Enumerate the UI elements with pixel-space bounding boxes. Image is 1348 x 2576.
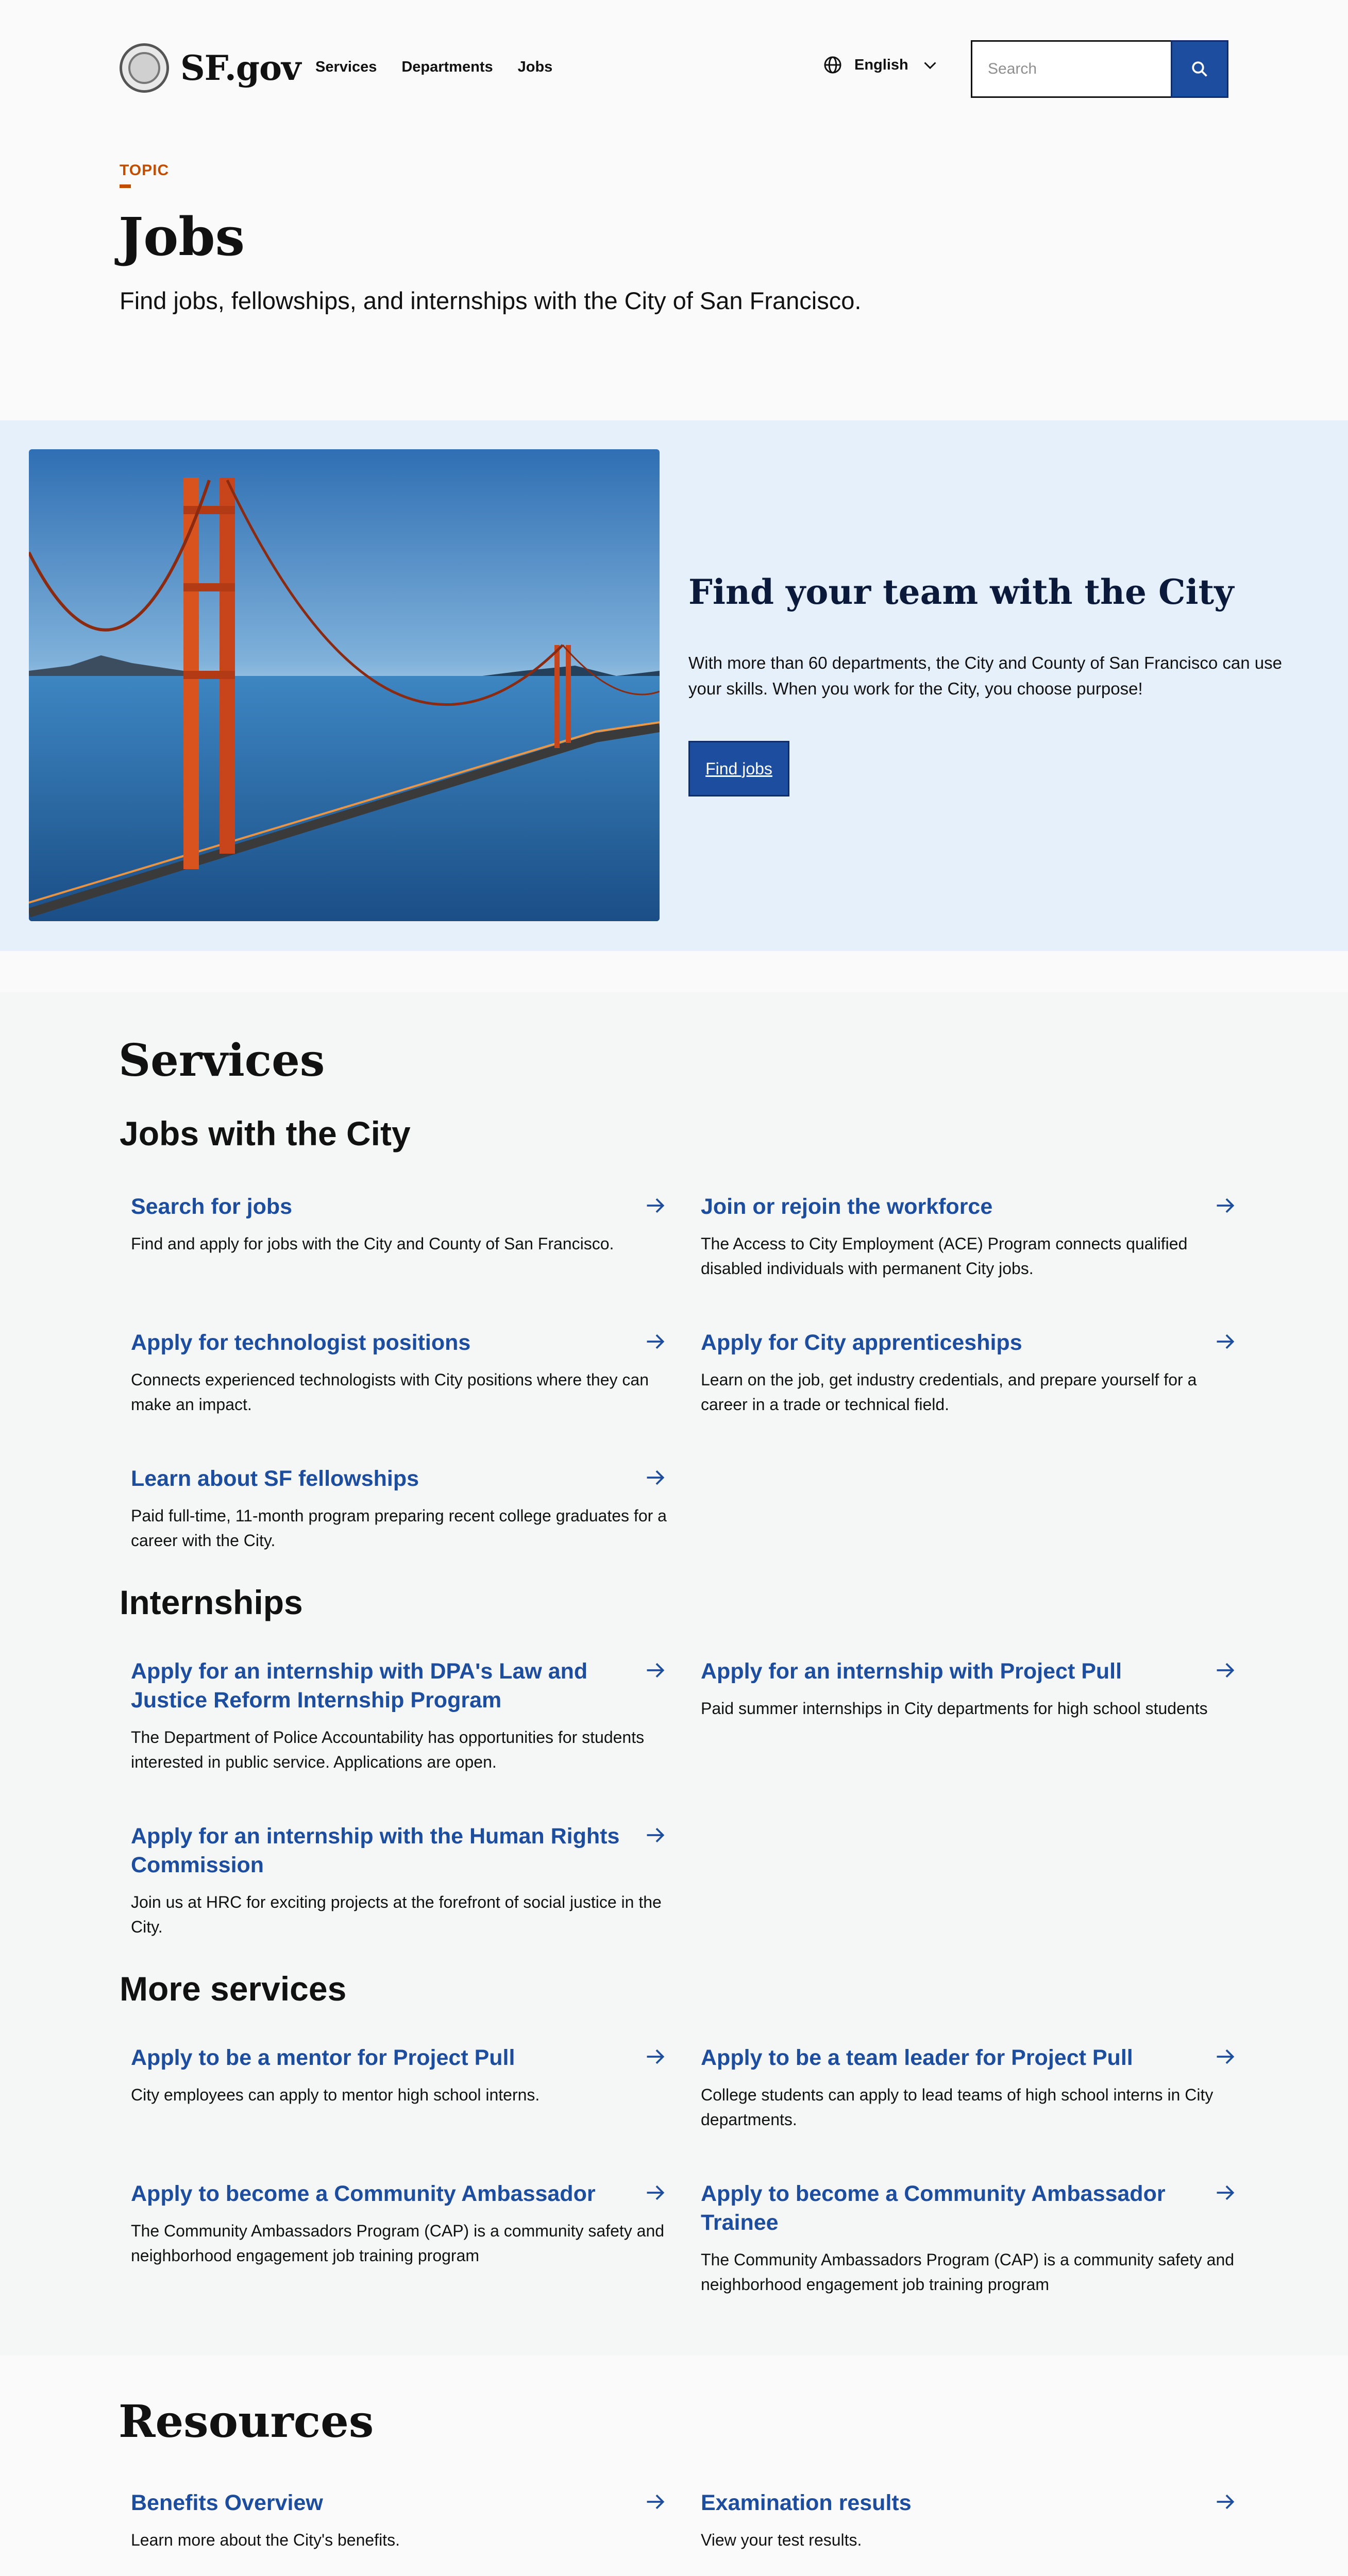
card-title[interactable]: Apply for an internship with DPA's Law and Justice Reform Internship Program	[131, 1659, 588, 1713]
arrow-right-icon	[644, 1194, 667, 1217]
services-heading: Services	[119, 1035, 325, 1087]
card-description: The Access to City Employment (ACE) Program connects qualified disabled individuals with permanent City jobs.	[701, 1234, 1188, 1278]
card-description: Paid summer internships in City departments for high school students	[701, 1699, 1208, 1718]
feature-description: With more than 60 departments, the City and County of San Francisco can use your skills. When you work for the City, you choose purpose!	[688, 653, 1282, 698]
service-card[interactable]	[131, 1464, 667, 1553]
search-icon	[1190, 60, 1209, 78]
card-title[interactable]: Apply to become a Community Ambassador Trainee	[701, 2181, 1166, 2235]
service-card[interactable]	[131, 1328, 667, 1417]
arrow-right-icon	[644, 2045, 667, 2068]
card-title[interactable]: Join or rejoin the workforce	[701, 1194, 993, 1219]
service-card[interactable]	[131, 1657, 667, 1774]
services-section	[0, 992, 1348, 2355]
topic-label: TOPIC	[120, 162, 170, 179]
card-title[interactable]: Search for jobs	[131, 1194, 293, 1219]
card-description: Learn on the job, get industry credentials, and prepare yourself for a career in a trade or technical field.	[701, 1370, 1197, 1414]
card-description: Learn more about the City's benefits.	[131, 2531, 400, 2549]
resources-section	[0, 2355, 1348, 2576]
feature-banner	[0, 420, 1348, 951]
service-card[interactable]	[701, 1657, 1237, 1721]
service-card[interactable]	[701, 2043, 1237, 2132]
service-card[interactable]	[701, 1328, 1237, 1417]
service-card[interactable]	[701, 2179, 1237, 2297]
page-title: Jobs	[119, 206, 245, 268]
card-title[interactable]: Apply for technologist positions	[131, 1330, 471, 1355]
card-description: The Department of Police Accountability has opportunities for students interested in public service. Applications are open.	[131, 1728, 645, 1771]
resource-card[interactable]	[131, 2488, 667, 2552]
card-title[interactable]: Apply to be a mentor for Project Pull	[131, 2045, 515, 2070]
service-card[interactable]	[131, 2179, 667, 2268]
golden-gate-bridge-image	[29, 449, 660, 921]
chevron-down-icon	[921, 56, 939, 74]
card-description: College students can apply to lead teams of high school interns in City departments.	[701, 2086, 1214, 2129]
arrow-right-icon	[644, 1330, 667, 1353]
sf-gov-logo[interactable]	[120, 43, 300, 93]
card-description: Join us at HRC for exciting projects at the forefront of social justice in the City.	[131, 1893, 662, 1936]
site-header	[0, 0, 1348, 139]
nav-jobs[interactable]: Jobs	[517, 59, 553, 75]
arrow-right-icon	[1214, 1194, 1237, 1217]
arrow-right-icon	[644, 2490, 667, 2513]
more-services-heading: More services	[120, 1970, 347, 2008]
find-jobs-button[interactable]: Find jobs	[688, 741, 789, 796]
arrow-right-icon	[644, 2181, 667, 2204]
city-seal-icon	[120, 43, 169, 93]
arrow-right-icon	[1214, 2181, 1237, 2204]
card-description: View your test results.	[701, 2531, 862, 2549]
card-description: The Community Ambassadors Program (CAP) is a community safety and neighborhood engagement job training program	[701, 2250, 1235, 2294]
card-description: City employees can apply to mentor high school interns.	[131, 2086, 540, 2104]
feature-title: Find your team with the City	[688, 572, 1234, 612]
card-title[interactable]: Apply to become a Community Ambassador	[131, 2181, 596, 2206]
search-button[interactable]	[1171, 40, 1228, 98]
card-description: Paid full-time, 11-month program preparing recent college graduates for a career with the City.	[131, 1506, 667, 1550]
card-description: Connects experienced technologists with City positions where they can make an impact.	[131, 1370, 649, 1414]
card-title[interactable]: Apply for an internship with the Human Rights Commission	[131, 1824, 620, 1877]
globe-icon	[823, 56, 842, 74]
resource-card[interactable]	[701, 2488, 1237, 2552]
arrow-right-icon	[644, 1659, 667, 1682]
jobs-with-city-heading: Jobs with the City	[120, 1114, 411, 1153]
logo-text: SF.gov	[180, 48, 301, 88]
main-nav	[315, 59, 552, 76]
service-card[interactable]	[131, 1192, 667, 1256]
arrow-right-icon	[1214, 2490, 1237, 2513]
arrow-right-icon	[1214, 2045, 1237, 2068]
card-title[interactable]: Apply for an internship with Project Pull	[701, 1659, 1122, 1684]
internships-heading: Internships	[120, 1583, 303, 1621]
arrow-right-icon	[644, 1824, 667, 1846]
card-title[interactable]: Examination results	[701, 2490, 912, 2515]
arrow-right-icon	[644, 1466, 667, 1489]
search-form	[971, 40, 1228, 98]
card-title[interactable]: Apply for City apprenticeships	[701, 1330, 1022, 1355]
arrow-right-icon	[1214, 1659, 1237, 1682]
service-card[interactable]	[131, 1822, 667, 1939]
topic-underline	[120, 184, 131, 188]
language-selector[interactable]	[823, 56, 939, 74]
resources-heading: Resources	[119, 2396, 374, 2448]
card-title[interactable]: Learn about SF fellowships	[131, 1466, 419, 1491]
search-input[interactable]	[971, 40, 1171, 98]
card-title[interactable]: Apply to be a team leader for Project Pull	[701, 2045, 1133, 2070]
card-title[interactable]: Benefits Overview	[131, 2490, 323, 2515]
page-subtitle: Find jobs, fellowships, and internships with the City of San Francisco.	[120, 287, 862, 314]
nav-departments[interactable]: Departments	[401, 59, 493, 75]
service-card[interactable]	[701, 1192, 1237, 1281]
language-label: English	[854, 56, 908, 73]
nav-services[interactable]: Services	[315, 59, 377, 75]
card-description: Find and apply for jobs with the City and County of San Francisco.	[131, 1234, 614, 1253]
arrow-right-icon	[1214, 1330, 1237, 1353]
service-card[interactable]	[131, 2043, 667, 2107]
card-description: The Community Ambassadors Program (CAP) is a community safety and neighborhood engagement job training program	[131, 2222, 665, 2265]
